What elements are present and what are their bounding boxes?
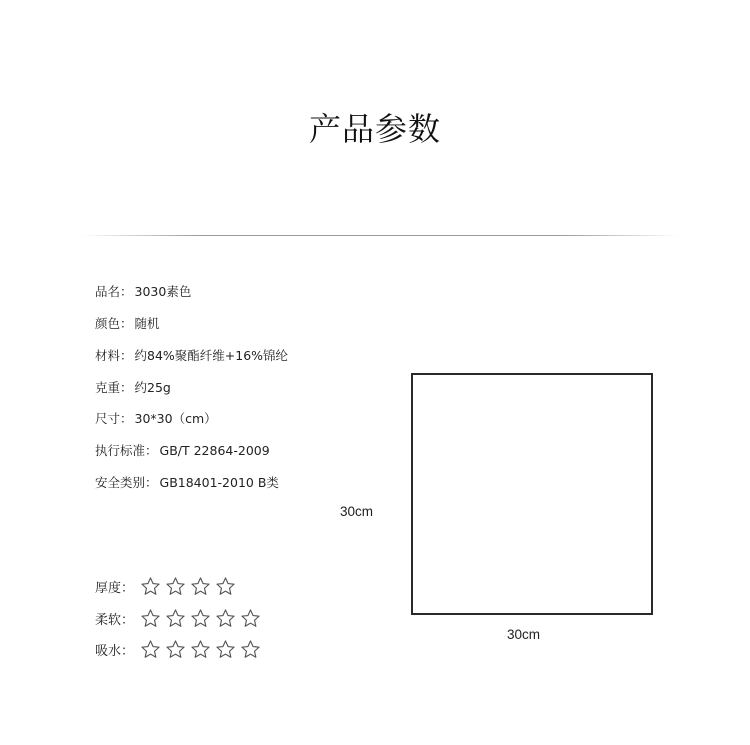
- star-icon: [140, 608, 161, 629]
- spec-label: 尺寸：: [95, 411, 133, 426]
- height-dimension-label: 30cm: [340, 504, 374, 519]
- divider: [80, 235, 680, 236]
- star-icon: [140, 639, 161, 660]
- star-rating: [140, 639, 265, 660]
- spec-material: [95, 346, 288, 364]
- rating-thickness: [95, 576, 240, 597]
- spec-value: 30*30（cm）: [134, 411, 217, 426]
- spec-value: 约84%聚酯纤维+16%锦纶: [134, 348, 289, 363]
- spec-standard: [95, 441, 270, 459]
- star-icon: [165, 576, 186, 597]
- star-icon: [165, 608, 186, 629]
- star-icon: [140, 576, 161, 597]
- star-icon: [165, 639, 186, 660]
- spec-label: 安全类别：: [95, 475, 158, 490]
- spec-value: 约25g: [134, 380, 171, 395]
- star-icon: [215, 576, 236, 597]
- spec-color: [95, 314, 160, 332]
- rating-absorbency: [95, 639, 265, 660]
- rating-label: 厚度：: [95, 581, 135, 596]
- rating-softness: [95, 608, 265, 629]
- spec-label: 品名：: [95, 284, 133, 299]
- spec-value: 随机: [134, 316, 160, 331]
- star-icon: [190, 608, 211, 629]
- spec-label: 执行标准：: [95, 443, 158, 458]
- towel-outline: [411, 373, 653, 615]
- spec-label: 克重：: [95, 380, 133, 395]
- width-dimension-label: 30cm: [507, 627, 541, 642]
- star-rating: [140, 576, 240, 597]
- star-icon: [215, 608, 236, 629]
- spec-label: 颜色：: [95, 316, 133, 331]
- rating-label: 柔软：: [95, 613, 135, 628]
- spec-label: 材料：: [95, 348, 133, 363]
- star-icon: [190, 639, 211, 660]
- star-icon: [240, 608, 261, 629]
- star-icon: [190, 576, 211, 597]
- star-icon: [215, 639, 236, 660]
- spec-safety: [95, 473, 279, 491]
- spec-weight: [95, 378, 171, 396]
- page-title: 产品参数: [308, 110, 441, 148]
- spec-size: [95, 409, 217, 427]
- rating-label: 吸水：: [95, 644, 135, 659]
- spec-value: GB/T 22864-2009: [159, 443, 270, 458]
- spec-value: GB18401-2010 B类: [159, 475, 279, 490]
- star-icon: [240, 639, 261, 660]
- spec-name: [95, 282, 191, 300]
- spec-value: 3030素色: [134, 284, 192, 299]
- star-rating: [140, 608, 265, 629]
